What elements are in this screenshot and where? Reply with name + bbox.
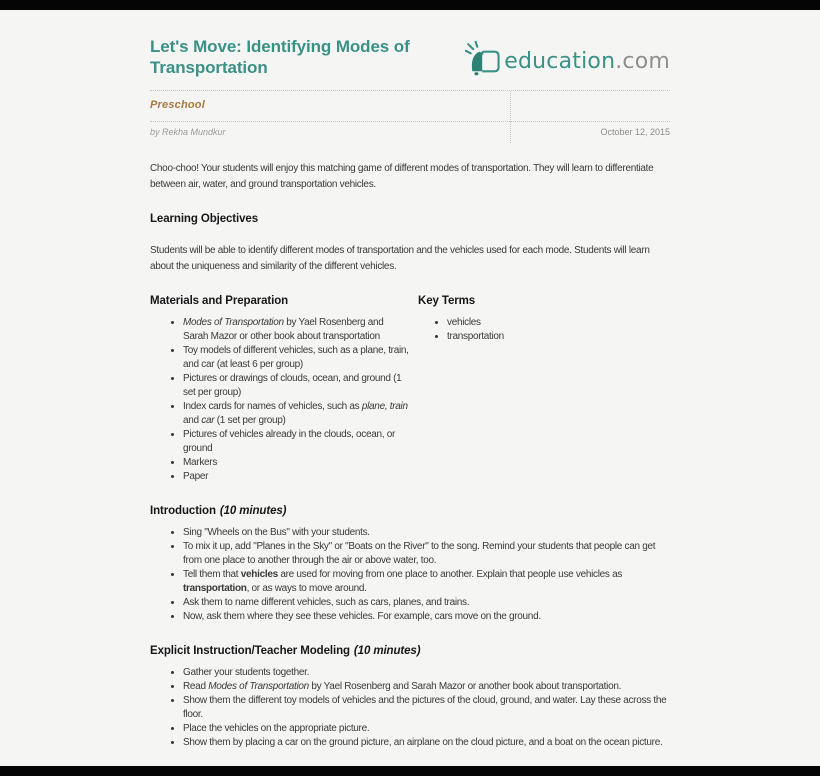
list-item: • Markers bbox=[183, 456, 410, 470]
author-byline: by Rekha Mundkur bbox=[150, 127, 226, 137]
list-item: • To mix it up, add "Planes in the Sky" or "Boats on the River" to the song. Remind your students that people can get from one place to another through the air or above water, too. bbox=[183, 540, 670, 568]
section-title: Introduction bbox=[150, 505, 216, 517]
grade-level-label: Preschool bbox=[150, 91, 510, 122]
logo-wordmark: education.com bbox=[504, 49, 670, 74]
school-bell-icon bbox=[465, 40, 501, 83]
list-item: • Show them by placing a car on the ground picture, an airplane on the cloud picture, and a boat on the ocean picture. bbox=[183, 736, 670, 750]
introduction-steps-list bbox=[150, 526, 670, 624]
duration-label: (10 minutes) bbox=[219, 505, 287, 517]
list-item: • Sing "Wheels on the Bus" with your students. bbox=[183, 526, 670, 540]
list-item: • Modes of Transportation by Yael Rosenberg and Sarah Mazor or other book about transportation bbox=[183, 316, 410, 344]
list-item: • Pictures or drawings of clouds, ocean, and ground (1 set per group) bbox=[183, 372, 410, 400]
top-border-bar bbox=[0, 0, 820, 10]
section-title: Explicit Instruction/Teacher Modeling bbox=[150, 645, 350, 657]
heading-introduction bbox=[150, 505, 670, 517]
list-item: • vehicles bbox=[447, 316, 670, 330]
list-item: • Now, ask them where they see these vehicles. For example, cars move on the ground. bbox=[183, 610, 670, 624]
page-header bbox=[150, 10, 670, 83]
list-item: • Paper bbox=[183, 470, 410, 484]
materials-column bbox=[150, 274, 410, 484]
overview-paragraph: Choo-choo! Your students will enjoy this matching game of different modes of transportation. They will learn to differentiate between air, water, and ground transportation vehicles. bbox=[150, 163, 654, 190]
education-com-logo[interactable] bbox=[465, 40, 670, 83]
list-item: • Read Modes of Transportation by Yael Rosenberg and Sarah Mazor or another book about transportation. bbox=[183, 680, 670, 694]
list-item: • Tell them that vehicles are used for moving from one place to another. Explain that people use vehicles as transportation, or as ways to move around. bbox=[183, 568, 670, 596]
heading-learning-objectives: Learning Objectives bbox=[150, 213, 259, 225]
list-item: • Place the vehicles on the appropriate picture. bbox=[183, 722, 670, 736]
materials-list bbox=[150, 316, 410, 484]
meta-strip bbox=[150, 90, 670, 143]
bottom-border-bar bbox=[0, 766, 820, 776]
heading-key-terms: Key Terms bbox=[418, 295, 476, 307]
learning-objectives-text: Students will be able to identify different modes of transportation and the vehicles used for each mode. Students will learn about the uniqueness and similarity of the different vehicles. bbox=[150, 245, 650, 272]
heading-materials-preparation: Materials and Preparation bbox=[150, 295, 289, 307]
list-item: • Ask them to name different vehicles, such as cars, planes, and trains. bbox=[183, 596, 670, 610]
key-terms-list bbox=[418, 316, 670, 344]
list-item: • Gather your students together. bbox=[183, 666, 670, 680]
page-title: Let's Move: Identifying Modes of Transportation bbox=[150, 37, 410, 77]
key-terms-column bbox=[410, 274, 670, 344]
publish-date: October 12, 2015 bbox=[510, 122, 670, 143]
list-item: • transportation bbox=[447, 330, 670, 344]
explicit-instruction-steps-list bbox=[150, 666, 670, 750]
meta-spacer bbox=[510, 91, 670, 122]
materials-keyterms-section bbox=[150, 274, 670, 484]
list-item: • Index cards for names of vehicles, such as plane, train and car (1 set per group) bbox=[183, 400, 410, 428]
list-item: • Pictures of vehicles already in the clouds, ocean, or ground bbox=[183, 428, 410, 456]
duration-label: (10 minutes) bbox=[353, 645, 421, 657]
heading-explicit-instruction bbox=[150, 645, 670, 657]
list-item: • Show them the different toy models of vehicles and the pictures of the cloud, ground, and water. Lay these across the floor. bbox=[183, 694, 670, 722]
list-item: • Toy models of different vehicles, such as a plane, train, and car (at least 6 per group) bbox=[183, 344, 410, 372]
lesson-plan-page bbox=[150, 10, 670, 750]
